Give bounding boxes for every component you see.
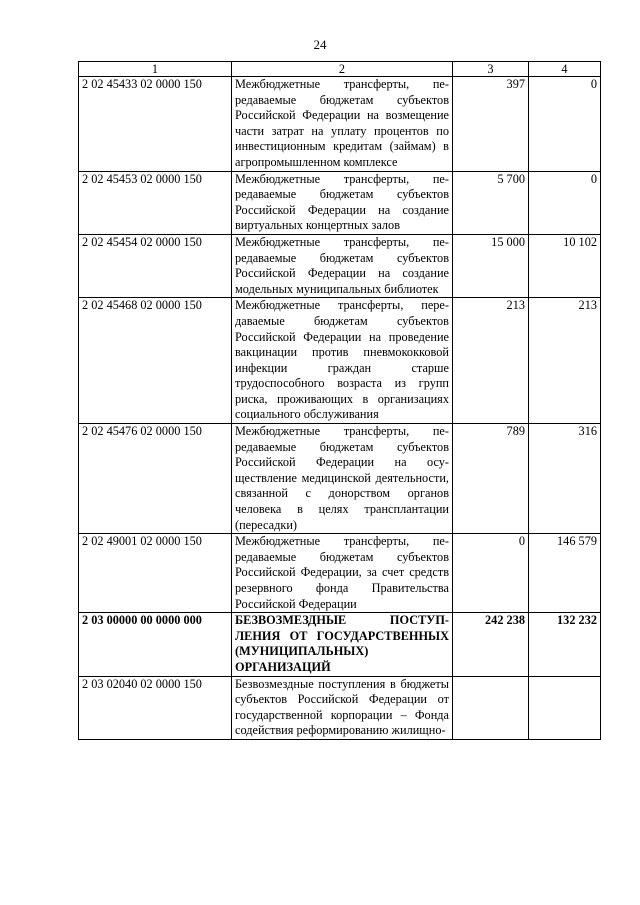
- row-amount-col4: 10 102: [529, 234, 601, 297]
- row-amount-col4: 146 579: [529, 534, 601, 613]
- row-amount-col4: 213: [529, 298, 601, 424]
- row-amount-col3: 397: [453, 77, 529, 172]
- row-amount-col3: 242 238: [453, 613, 529, 676]
- row-description: Межбюджетные трансферты, передаваемые бюджетам субъектов Российской Федерации на проведение вакцинации против пневмококковой инфекции граждан старше трудоспособного возраста из групп риска, проживающих в организациях социального обслуживания: [232, 298, 453, 424]
- row-code: 2 02 45453 02 0000 150: [79, 171, 232, 234]
- table-row: [79, 534, 601, 613]
- row-amount-col3: [453, 676, 529, 739]
- row-amount-col3: 789: [453, 424, 529, 534]
- row-code: 2 02 45476 02 0000 150: [79, 424, 232, 534]
- header-col-3: 3: [453, 62, 529, 77]
- row-description: Межбюджетные трансферты, передаваемые бюджетам субъектов Российской Федерации, за счет средств резервного фонда Правительства Российской Федерации: [232, 534, 453, 613]
- row-amount-col3: 5 700: [453, 171, 529, 234]
- table-row: [79, 171, 601, 234]
- row-amount-col4: [529, 676, 601, 739]
- header-col-1: 1: [79, 62, 232, 77]
- table-row: [79, 234, 601, 297]
- row-code: 2 02 45454 02 0000 150: [79, 234, 232, 297]
- row-amount-col4: 0: [529, 77, 601, 172]
- row-amount-col4: 0: [529, 171, 601, 234]
- table-row: [79, 77, 601, 172]
- row-description: Безвозмездные поступления в бюджеты субъектов Российской Федерации от государственной корпорации – Фонда содействия реформированию жилищно-: [232, 676, 453, 739]
- table-header-row: [79, 62, 601, 77]
- row-code: 2 03 02040 02 0000 150: [79, 676, 232, 739]
- header-col-4: 4: [529, 62, 601, 77]
- row-code: 2 03 00000 00 0000 000: [79, 613, 232, 676]
- row-description: Межбюджетные трансферты, передаваемые бюджетам субъектов Российской Федерации на возмещение части затрат на уплату процентов по инвестиционным кредитам (займам) в агропромышленном комплексе: [232, 77, 453, 172]
- row-code: 2 02 45433 02 0000 150: [79, 77, 232, 172]
- row-code: 2 02 45468 02 0000 150: [79, 298, 232, 424]
- row-description: Межбюджетные трансферты, передаваемые бюджетам субъектов Российской Федерации на осуществление медицинской деятельности, связанной с донорством органов человека в целях трансплантации (пересадки): [232, 424, 453, 534]
- page-number: 24: [313, 37, 327, 52]
- row-description: Межбюджетные трансферты, передаваемые бюджетам субъектов Российской Федерации на создание модельных муниципальных библиотек: [232, 234, 453, 297]
- table-row-total: [79, 613, 601, 676]
- row-description: Межбюджетные трансферты, передаваемые бюджетам субъектов Российской Федерации на создание виртуальных концертных залов: [232, 171, 453, 234]
- row-amount-col3: 15 000: [453, 234, 529, 297]
- row-amount-col3: 0: [453, 534, 529, 613]
- header-col-2: 2: [232, 62, 453, 77]
- row-code: 2 02 49001 02 0000 150: [79, 534, 232, 613]
- table-row: [79, 676, 601, 739]
- row-amount-col4: 316: [529, 424, 601, 534]
- budget-revenue-table: [78, 61, 601, 740]
- row-amount-col3: 213: [453, 298, 529, 424]
- row-amount-col4: 132 232: [529, 613, 601, 676]
- row-description: БЕЗВОЗМЕЗДНЫЕ ПОСТУПЛЕНИЯ ОТ ГОСУДАРСТВЕННЫХ (МУНИЦИПАЛЬНЫХ) ОРГАНИЗАЦИЙ: [232, 613, 453, 676]
- table-row: [79, 424, 601, 534]
- table-row: [79, 298, 601, 424]
